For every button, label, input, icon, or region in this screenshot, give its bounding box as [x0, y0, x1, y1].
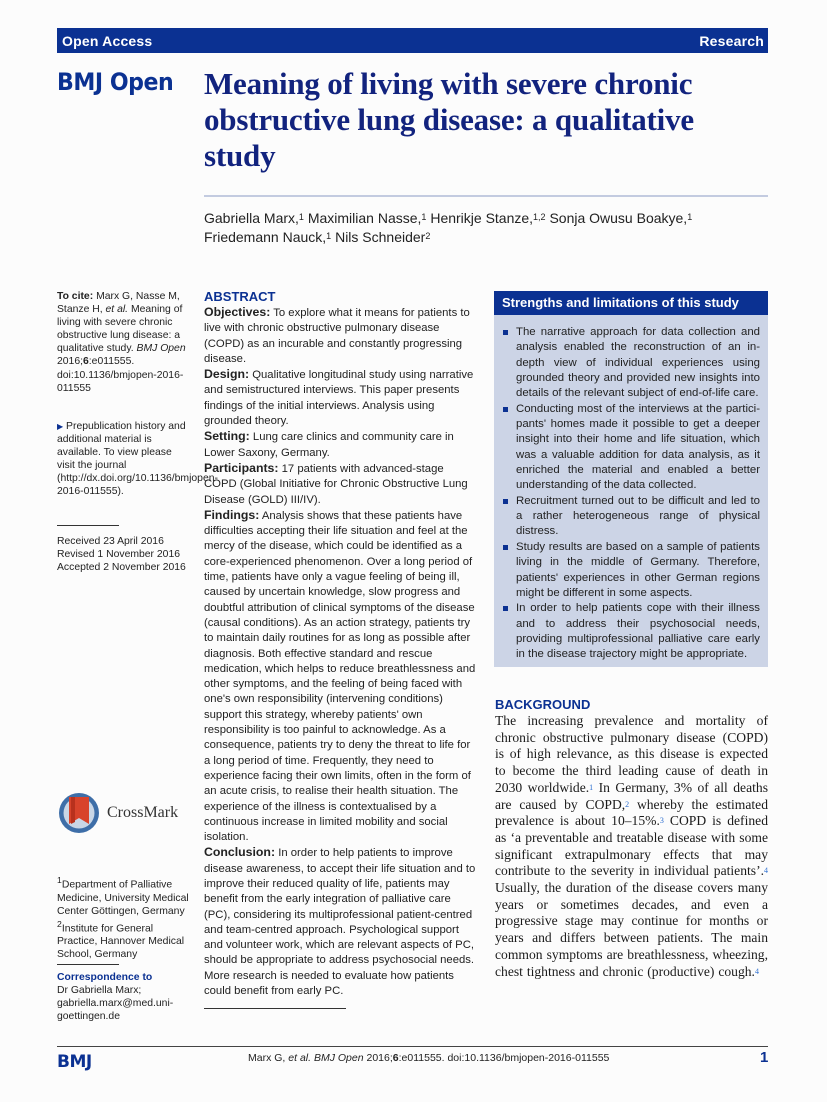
abstract-conclusion: Conclusion: In order to help patients to improve disease awareness, to accept their life situation and to improve their reduced quality of life, patients may benefit from the early integration of palliative care (PC), considering its multiprofessional patient-centred and team-centred approach. Psychological support and volunteer work, which are relevant aspects of PC, should be appropriate to address psychosocial needs. More research is needed to evaluate how patients could benefit from early PC.	[204, 845, 476, 998]
strengths-list	[494, 315, 768, 663]
affiliation-1: $^1$Department of Palliative Medicine, University Medical Center Göttingen, Germany	[57, 875, 189, 917]
journal-logo: BMJ Open	[57, 68, 174, 96]
prepublication-note[interactable]: ▶ Prepublication history and additional material is available. To view please visit the journal (http://dx.doi.org/10.1136/bmjopen-2016-011555).	[57, 421, 218, 498]
author: Friedemann Nauck,$^1$	[204, 229, 332, 245]
dates-block	[57, 535, 192, 574]
sidebar-divider	[57, 964, 119, 965]
revised-date: Revised 1 November 2016	[57, 549, 181, 561]
abstract-heading: ABSTRACT	[204, 289, 276, 304]
crossmark-badge[interactable]	[57, 791, 178, 835]
accepted-date: Accepted 2 November 2016	[57, 562, 186, 574]
crossmark-label: CrossMark	[107, 804, 179, 821]
correspondence-email[interactable]: Dr Gabriella Marx; gabriella.marx@med.uni-goettingen.de	[57, 985, 174, 1023]
reference-link[interactable]: 3	[659, 816, 664, 826]
received-date: Received 23 April 2016	[57, 536, 164, 547]
abstract-setting: Setting: Lung care clinics and community care in Lower Saxony, Germany.	[204, 429, 454, 459]
author: Maximilian Nasse,$^1$	[307, 210, 427, 226]
abstract-design: Design: Qualitative longitudinal study using narrative and semistructured interviews. This paper presents findings of the initial interviews. Analysis using grounded theory.	[204, 367, 474, 428]
reference-link[interactable]: 4	[764, 866, 768, 876]
abstract-findings: Findings: Analysis shows that these patients have difficulties accepting their life situation and feel at the mercy of the disease, which could be identified as a core-experienced phenomenon. Over a long period of time, patients have only a vague feeling of being ill, caused by uncertain knowledge, slow progress and doubtful attribution of clinical symptoms of the disease (causal conditions). As an action strategy, patients try to maintain daily routines for as long as possible after diagnosis. Both effective standard and rescue medication, which helps to reduce breathlessness and other symptoms, and the feeling of being faced with one's own responsibility (intervening conditions) support this strategy, whereby patients' own responsibility is too painful to acknowledge. As a consequence, patients try to deny the threat to life for a long period of time. Frequently, they need to experience facing their own limits, often in the form of an acute crisis, to realise their health situation. The experience of the illness is contextualised by a continuous increase in limited mobility and social isolation.	[204, 507, 476, 844]
affiliation-2: $^2$Institute for General Practice, Hannover Medical School, Germany	[57, 918, 185, 961]
article-title: Meaning of living with severe chronic obstructive lung disease: a qualitative study	[204, 66, 694, 173]
author: Henrikje Stanze,$^{1,2}$	[430, 210, 546, 226]
bmj-logo: BMJ	[57, 1052, 92, 1072]
citation-block: To cite: Marx G, Nasse M, Stanze H, et al. Meaning of living with severe chronic obstructive lung disease: a qualitative study. BMJ Open 2016;6:e011555. doi:10.1136/bmjopen-2016-011555	[57, 291, 186, 394]
correspondence-label: Correspondence to	[57, 972, 153, 983]
footer-divider	[57, 1046, 768, 1047]
list-item: The narrative approach for data collection and analysis enabled the reconstruction of an in-depth view of individual experiences using grounded theory and provided new insights into details of the relevant subject of end-of-life care.	[502, 325, 760, 402]
strengths-limitations-box	[494, 291, 768, 667]
research-label: Research	[699, 32, 764, 49]
author: Sonja Owusu Boakye,$^1$	[549, 210, 693, 226]
author: Gabriella Marx,$^1$	[204, 210, 304, 226]
header-bar	[57, 28, 768, 53]
open-access-label: Open Access	[62, 32, 153, 49]
triangle-right-icon: ▶	[57, 422, 64, 431]
list-item: Study results are based on a sample of patients living in the middle of Germany. Therefore, patients' experiences in other German regions might be different in some aspects.	[502, 540, 760, 601]
abstract-objectives: Objectives: To explore what it means for patients to live with chronic obstructive pulmonary disease (COPD) as an incurable and constantly progressing disease.	[204, 305, 470, 365]
list-item: In order to help patients cope with their illness and to address their psychosocial needs, providing multiprofessional palliative care early in the disease trajectory might be appropriate.	[502, 601, 760, 662]
reference-link[interactable]: 2	[625, 799, 630, 809]
correspondence	[57, 971, 192, 1023]
sidebar-divider	[57, 525, 119, 526]
abstract-participants: Participants: 17 patients with advanced-stage COPD (Global Initiative for Chronic Obstructive Lung Disease (GOLD) III/IV).	[204, 460, 468, 506]
author: Nils Schneider$^2$	[335, 229, 431, 245]
list-item: Conducting most of the interviews at the participants' homes made it possible to get a deeper insight into their home and life situation, which was a valuable addition for data analysis, as it enriched the material and enabled a better understanding of the data collected.	[502, 402, 760, 494]
reference-link[interactable]: 1	[589, 782, 594, 792]
crossmark-icon	[57, 791, 101, 835]
background-text: The increasing prevalence and mortality of chronic obstructive pulmonary disease (COPD) is of high relevance, as this disease is expected to become the third leading cause of death in 2030 worldwide.$^1$ In Germany, 3% of all deaths are caused by COPD,$^2$ whereby the estimated prevalence is about 10–15%.$^3$ COPD is defined as ‘a preventable and treatable disease with some significant extrapulmonary effects that may contribute to the severity in individual patients’.$^4$ Usually, the duration of the disease covers many years or sometimes decades, and even a progressive stage may continue for months or years and differs between patients. The main common symptoms are breathlessness, wheezing, chest tightness and chronic (productive) cough.$^4$	[495, 713, 769, 979]
abstract-divider	[204, 1008, 346, 1009]
affiliations	[57, 874, 192, 962]
list-item: Recruitment turned out to be difficult and led to a rather heterogeneous range of physical distress.	[502, 494, 760, 540]
author-list	[204, 209, 774, 247]
footer-citation: Marx G, et al. BMJ Open 2016;6:e011555. doi:10.1136/bmjopen-2016-011555	[248, 1052, 610, 1064]
title-divider	[204, 195, 768, 197]
reference-link[interactable]: 4	[754, 966, 759, 976]
strengths-heading: Strengths and limitations of this study	[494, 291, 768, 315]
abstract	[204, 289, 476, 999]
page-number: 1	[760, 1049, 769, 1066]
background-heading: BACKGROUND	[495, 697, 591, 712]
